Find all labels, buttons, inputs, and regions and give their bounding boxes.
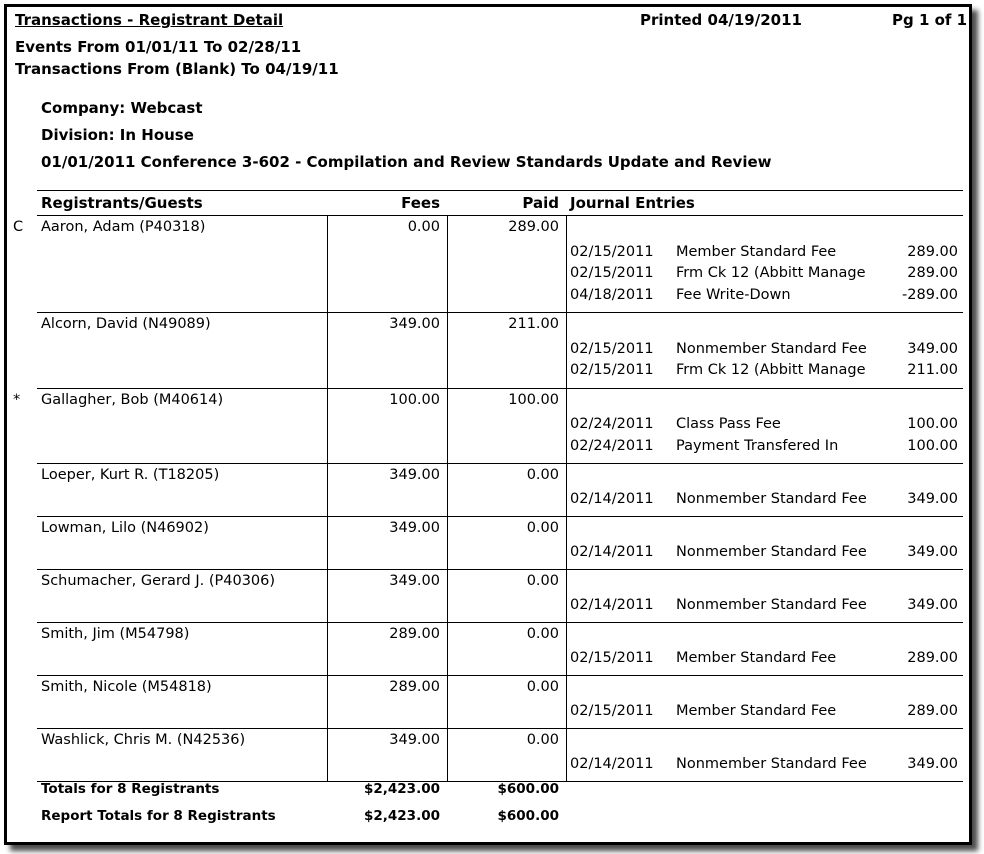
journal-entry-description: Nonmember Standard Fee [676, 543, 867, 560]
journal-entry-amount: 100.00 [907, 416, 958, 432]
journal-entry-description: Fee Write-Down [676, 286, 791, 303]
journal-entry-date: 02/14/2011 [570, 596, 654, 613]
cell-divider [566, 389, 567, 464]
cell-divider [447, 517, 448, 569]
registrant-paid: 0.00 [526, 732, 559, 748]
registrant-fees: 100.00 [389, 391, 440, 408]
journal-entry-amount: 349.00 [907, 755, 958, 772]
cell-divider [327, 464, 328, 516]
report-page [4, 4, 972, 845]
journal-entry-amount: 211.00 [907, 362, 958, 378]
totals-fees: $2,423.00 [363, 781, 440, 797]
row-divider [37, 569, 963, 570]
cell-divider [566, 464, 567, 516]
company-label: Company: Webcast [41, 99, 203, 117]
journal-entry-amount: 289.00 [907, 243, 958, 260]
header-bottom-rule [37, 215, 963, 216]
transactions-range: Transactions From (Blank) To 04/19/11 [15, 60, 339, 78]
journal-entry-date: 02/24/2011 [570, 416, 654, 432]
registrant-name: Washlick, Chris M. (N42536) [41, 732, 246, 748]
journal-entry-amount: 349.00 [907, 340, 958, 357]
cell-divider [327, 313, 328, 388]
row-divider [37, 675, 963, 676]
journal-entry-amount: 100.00 [907, 437, 958, 454]
cell-divider [447, 623, 448, 675]
cell-divider [566, 623, 567, 675]
journal-entry-date: 02/15/2011 [570, 649, 654, 666]
cell-divider [327, 729, 328, 781]
page-number: Pg 1 of 1 [892, 11, 968, 29]
registrant-paid: 100.00 [508, 391, 559, 408]
journal-entry-description: Frm Ck 12 (Abbitt Manage [676, 265, 866, 281]
report-totals-fees: $2,423.00 [363, 808, 440, 824]
registrant-fees: 289.00 [389, 626, 440, 642]
journal-entry-date: 02/15/2011 [570, 340, 654, 357]
journal-entry-amount: 349.00 [907, 490, 958, 507]
journal-entry-description: Nonmember Standard Fee [676, 596, 867, 613]
journal-entry-date: 02/24/2011 [570, 437, 654, 454]
registrant-fees: 349.00 [389, 732, 440, 748]
row-marker: C [13, 219, 24, 235]
event-title: 01/01/2011 Conference 3-602 - Compilation and Review Standards Update and Review [41, 153, 772, 171]
column-header-journal: Journal Entries [570, 194, 695, 212]
cell-divider [447, 676, 448, 728]
report-totals-paid: $600.00 [497, 808, 559, 824]
registrant-fees: 349.00 [389, 520, 440, 536]
registrant-name: Smith, Nicole (M54818) [41, 679, 212, 695]
journal-entry-date: 02/15/2011 [570, 265, 654, 281]
journal-entry-date: 02/14/2011 [570, 490, 654, 507]
journal-entry-amount: -289.00 [902, 286, 958, 303]
column-header-registrants: Registrants/Guests [41, 194, 203, 212]
journal-entry-description: Member Standard Fee [676, 702, 837, 719]
row-marker: * [13, 391, 21, 408]
registrant-name: Gallagher, Bob (M40614) [41, 391, 224, 408]
journal-entry-date: 02/15/2011 [570, 702, 654, 719]
cell-divider [447, 389, 448, 464]
registrant-name: Aaron, Adam (P40318) [41, 219, 206, 235]
row-divider [37, 463, 963, 464]
column-header-fees: Fees [401, 194, 440, 212]
registrant-paid: 0.00 [526, 626, 559, 642]
cell-divider [566, 570, 567, 622]
registrant-paid: 0.00 [526, 573, 559, 589]
journal-entry-description: Class Pass Fee [676, 416, 781, 432]
header-top-rule [37, 190, 963, 191]
journal-entry-amount: 349.00 [907, 596, 958, 613]
journal-entry-description: Nonmember Standard Fee [676, 755, 867, 772]
division-label: Division: In House [41, 126, 194, 144]
cell-divider [447, 464, 448, 516]
registrant-paid: 211.00 [508, 316, 559, 332]
journal-entry-date: 02/15/2011 [570, 243, 654, 260]
cell-divider [327, 389, 328, 464]
journal-entry-amount: 289.00 [907, 649, 958, 666]
cell-divider [447, 729, 448, 781]
journal-entry-description: Frm Ck 12 (Abbitt Manage [676, 362, 866, 378]
cell-divider [566, 313, 567, 388]
journal-entry-description: Member Standard Fee [676, 649, 837, 666]
report-title: Transactions - Registrant Detail [15, 11, 284, 29]
journal-entry-date: 02/14/2011 [570, 755, 654, 772]
row-divider [37, 622, 963, 623]
journal-entry-date: 02/14/2011 [570, 543, 654, 560]
registrant-name: Smith, Jim (M54798) [41, 626, 190, 642]
registrant-fees: 0.00 [407, 219, 440, 235]
journal-entry-date: 02/15/2011 [570, 362, 654, 378]
journal-entry-amount: 289.00 [907, 702, 958, 719]
journal-entry-amount: 289.00 [907, 265, 958, 281]
cell-divider [447, 570, 448, 622]
journal-entry-date: 04/18/2011 [570, 286, 654, 303]
journal-entry-description: Nonmember Standard Fee [676, 490, 867, 507]
totals-paid: $600.00 [497, 781, 559, 797]
totals-label: Totals for 8 Registrants [41, 781, 220, 797]
cell-divider [327, 623, 328, 675]
registrant-fees: 349.00 [389, 573, 440, 589]
cell-divider [327, 676, 328, 728]
journal-entry-amount: 349.00 [907, 543, 958, 560]
registrant-fees: 349.00 [389, 467, 440, 483]
registrant-name: Lowman, Lilo (N46902) [41, 520, 209, 536]
cell-divider [566, 729, 567, 781]
row-divider [37, 388, 963, 389]
cell-divider [327, 216, 328, 312]
registrant-name: Schumacher, Gerard J. (P40306) [41, 573, 276, 589]
row-divider [37, 516, 963, 517]
cell-divider [327, 517, 328, 569]
cell-divider [327, 570, 328, 622]
registrant-paid: 0.00 [526, 467, 559, 483]
printed-date: Printed 04/19/2011 [640, 11, 802, 29]
registrant-paid: 0.00 [526, 520, 559, 536]
registrant-name: Alcorn, David (N49089) [41, 316, 211, 332]
row-divider [37, 728, 963, 729]
journal-entry-description: Payment Transfered In [676, 437, 839, 454]
report-totals-label: Report Totals for 8 Registrants [41, 808, 276, 824]
registrant-fees: 289.00 [389, 679, 440, 695]
registrant-paid: 289.00 [508, 219, 559, 235]
column-header-paid: Paid [522, 194, 559, 212]
registrant-fees: 349.00 [389, 316, 440, 332]
journal-entry-description: Nonmember Standard Fee [676, 340, 867, 357]
journal-entry-description: Member Standard Fee [676, 243, 837, 260]
cell-divider [447, 313, 448, 388]
row-divider [37, 312, 963, 313]
cell-divider [566, 676, 567, 728]
registrant-name: Loeper, Kurt R. (T18205) [41, 467, 220, 483]
cell-divider [566, 517, 567, 569]
registrant-paid: 0.00 [526, 679, 559, 695]
cell-divider [447, 216, 448, 312]
events-range: Events From 01/01/11 To 02/28/11 [15, 38, 302, 56]
cell-divider [566, 216, 567, 312]
